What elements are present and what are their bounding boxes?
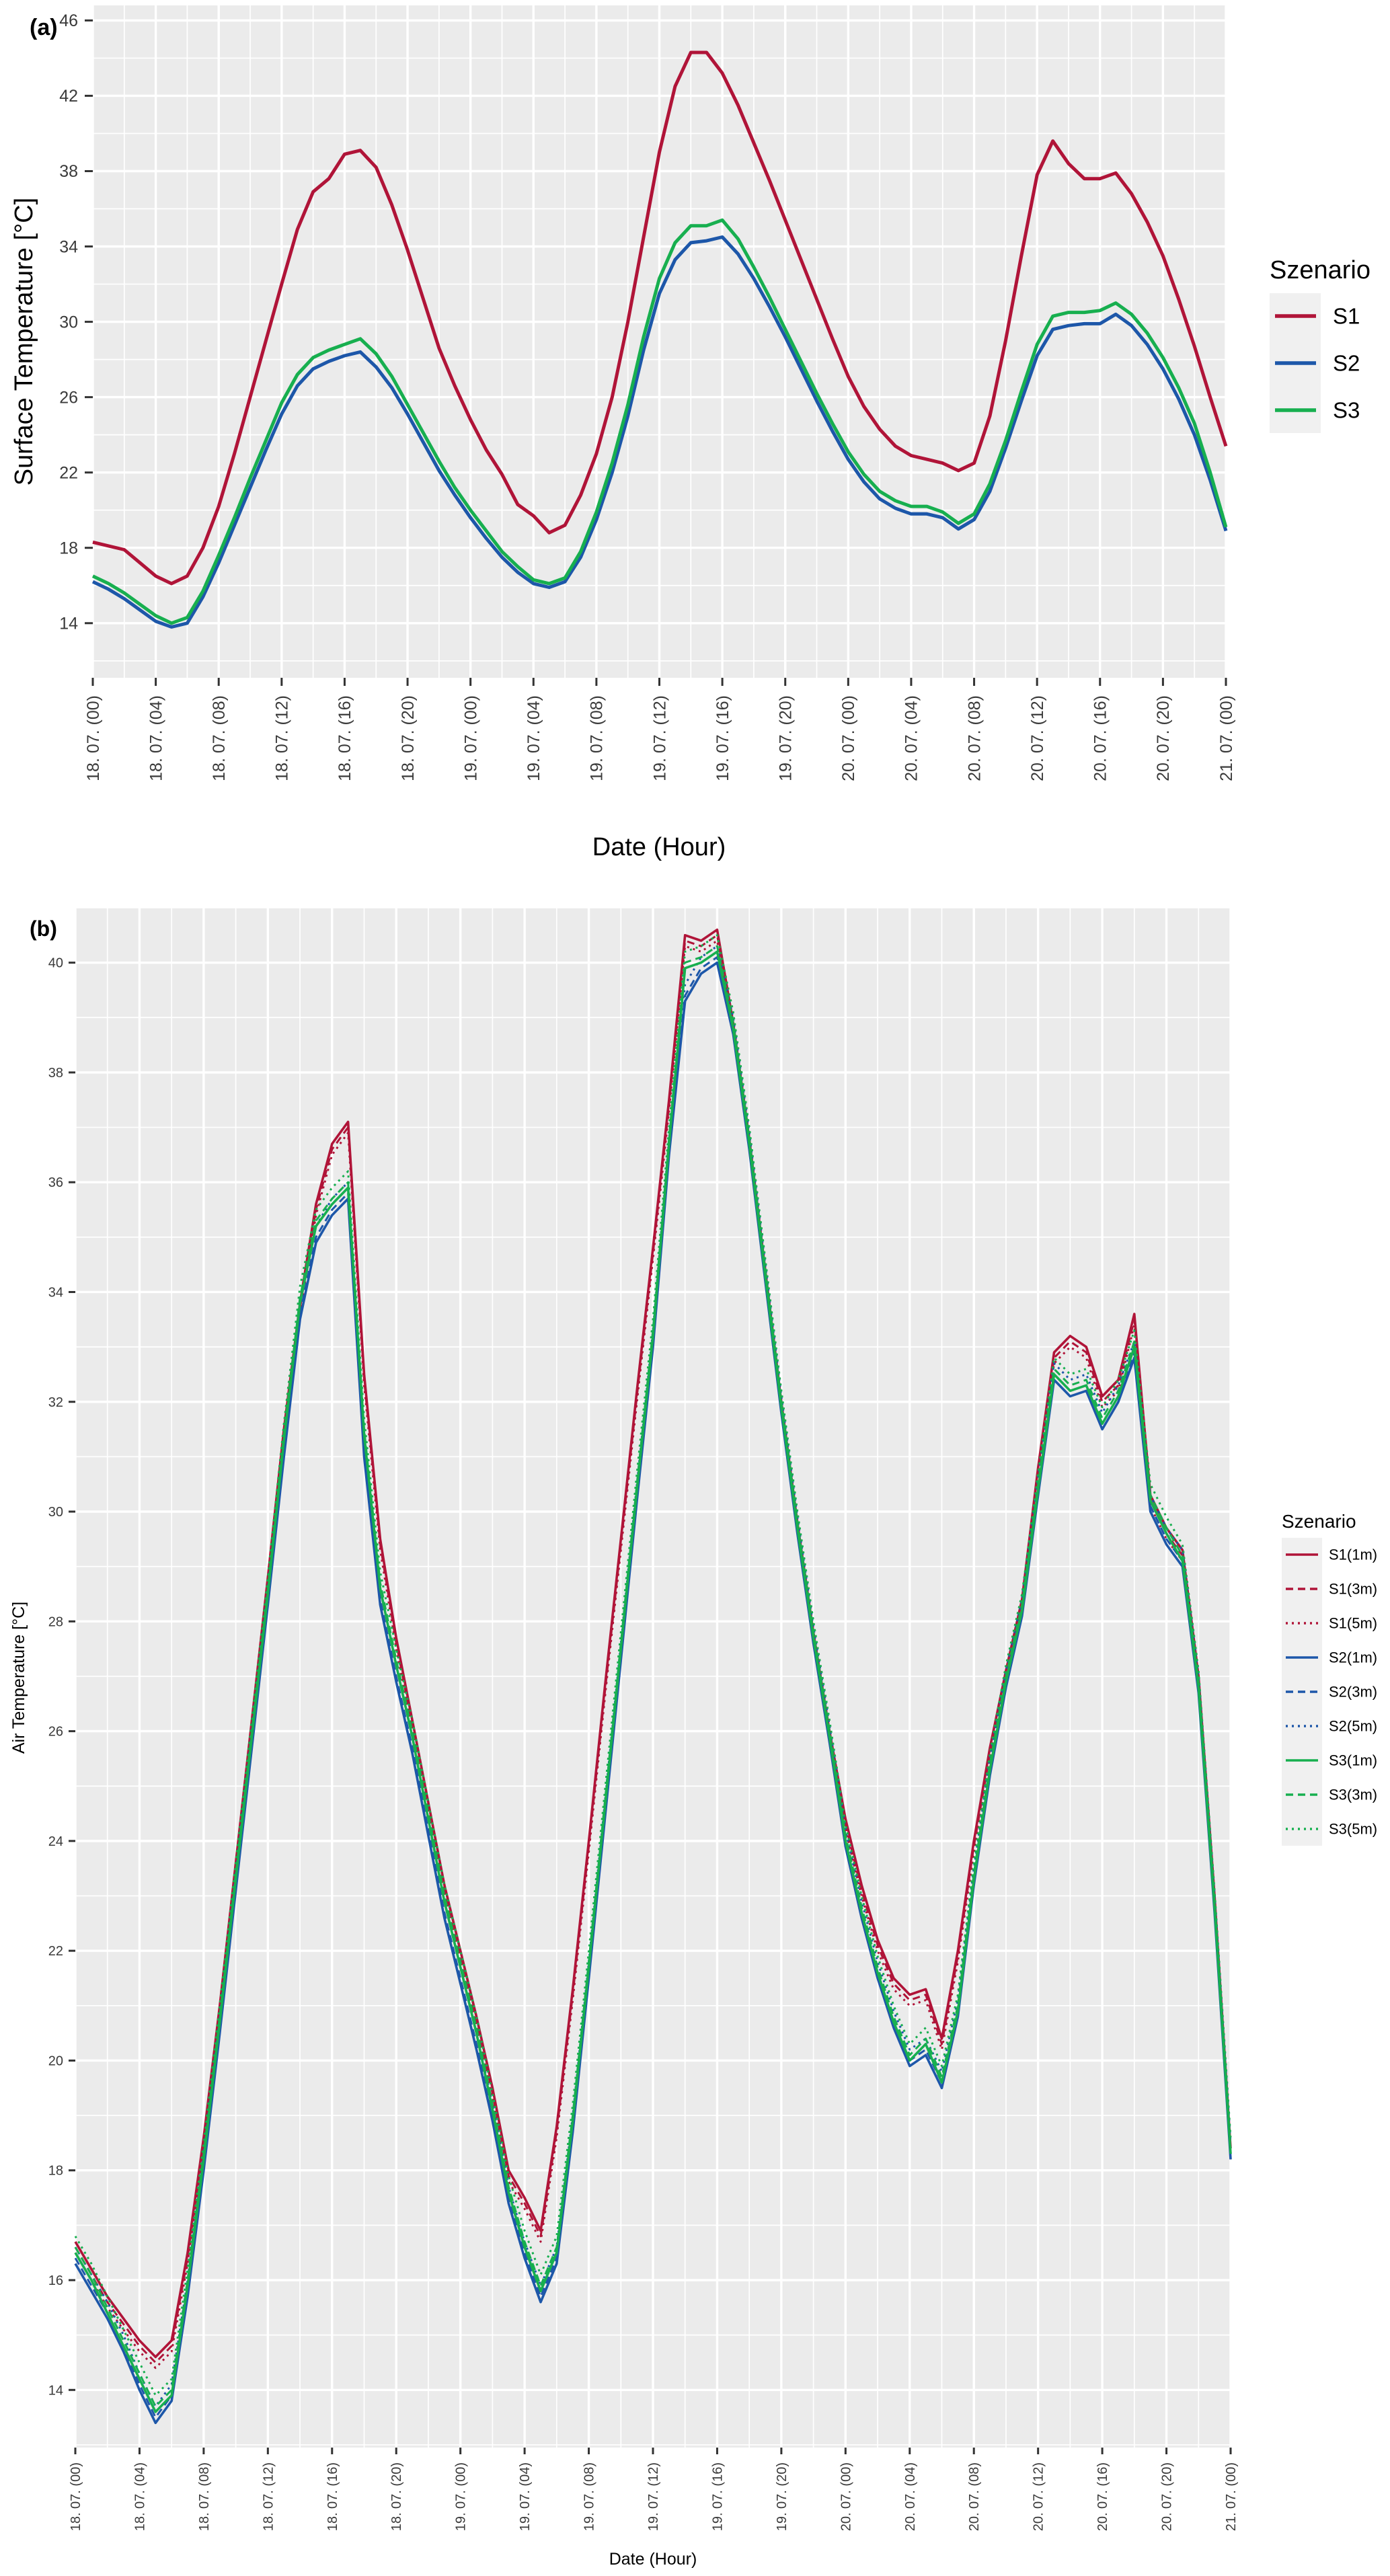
legend-entry-label: S3(1m) bbox=[1329, 1752, 1378, 1769]
x-tick-label: 20. 07. (16) bbox=[1095, 2462, 1111, 2532]
x-tick-label: 20. 07. (08) bbox=[967, 2462, 982, 2532]
x-tick-label: 18. 07. (12) bbox=[272, 695, 292, 781]
x-tick-label: 19. 07. (08) bbox=[582, 2462, 597, 2532]
y-tick-label: 42 bbox=[59, 87, 78, 106]
legend-b-title: Szenario bbox=[1282, 1511, 1356, 1532]
x-tick-label: 18. 07. (20) bbox=[398, 695, 418, 781]
x-tick-label: 19. 07. (20) bbox=[774, 2462, 789, 2532]
legend-entry-label: S2 bbox=[1333, 350, 1360, 376]
y-tick-label: 16 bbox=[48, 2273, 63, 2288]
y-tick-label: 28 bbox=[48, 1614, 63, 1630]
x-tick-label: 19. 07. (08) bbox=[587, 695, 607, 781]
y-tick-label: 30 bbox=[48, 1505, 63, 1520]
x-tick-label: 20. 07. (12) bbox=[1031, 2462, 1046, 2532]
legend-entry-label: S3(5m) bbox=[1329, 1820, 1378, 1838]
legend-a bbox=[1270, 293, 1360, 433]
x-tick-label: 19. 07. (04) bbox=[518, 2462, 533, 2532]
panel-a-x-axis-title: Date (Hour) bbox=[592, 833, 726, 861]
y-tick-label: 36 bbox=[48, 1175, 63, 1191]
y-tick-label: 26 bbox=[48, 1724, 63, 1740]
x-tick-label: 20. 07. (12) bbox=[1028, 695, 1047, 781]
x-tick-label: 20. 07. (04) bbox=[902, 695, 921, 781]
y-tick-label: 20 bbox=[48, 2054, 63, 2069]
x-tick-label: 21. 07. (00) bbox=[1217, 695, 1236, 781]
legend-entry-label: S1 bbox=[1333, 303, 1360, 329]
y-tick-label: 46 bbox=[59, 11, 78, 31]
x-tick-label: 19. 07. (00) bbox=[461, 695, 481, 781]
y-tick-label: 24 bbox=[48, 1834, 63, 1849]
x-tick-label: 18. 07. (20) bbox=[389, 2462, 405, 2532]
legend-entry-label: S2(3m) bbox=[1329, 1683, 1378, 1701]
x-tick-label: 19. 07. (20) bbox=[776, 695, 796, 781]
x-tick-label: 18. 07. (08) bbox=[196, 2462, 212, 2532]
y-tick-label: 34 bbox=[48, 1285, 63, 1300]
y-tick-label: 38 bbox=[59, 162, 78, 182]
x-tick-label: 19. 07. (12) bbox=[646, 2462, 661, 2532]
x-tick-label: 20. 07. (08) bbox=[965, 695, 984, 781]
panel-b-y-axis-title: Air Temperature [°C] bbox=[9, 1601, 28, 1754]
panel-b-corner-label: (b) bbox=[30, 916, 57, 941]
x-tick-label: 18. 07. (08) bbox=[209, 695, 229, 781]
panel-a-corner-label: (a) bbox=[30, 15, 58, 40]
x-tick-label: 19. 07. (16) bbox=[713, 695, 732, 781]
legend-b bbox=[1282, 1538, 1377, 1846]
x-tick-label: 18. 07. (16) bbox=[325, 2462, 340, 2532]
x-tick-label: 20. 07. (00) bbox=[839, 2462, 854, 2532]
y-tick-label: 18 bbox=[48, 2163, 63, 2179]
plot-area-b bbox=[48, 908, 1239, 2531]
x-tick-label: 18. 07. (04) bbox=[147, 695, 166, 781]
legend-entry-label: S1(3m) bbox=[1329, 1580, 1378, 1598]
x-tick-label: 19. 07. (16) bbox=[710, 2462, 726, 2532]
y-tick-label: 18 bbox=[59, 539, 78, 558]
y-tick-label: 32 bbox=[48, 1395, 63, 1410]
x-tick-label: 19. 07. (12) bbox=[650, 695, 670, 781]
panel-b-x-axis-title: Date (Hour) bbox=[609, 2550, 697, 2569]
legend-entry-label: S3(3m) bbox=[1329, 1786, 1378, 1803]
x-tick-label: 19. 07. (00) bbox=[453, 2462, 469, 2532]
legend-entry-label: S2(5m) bbox=[1329, 1717, 1378, 1735]
y-tick-label: 14 bbox=[59, 614, 78, 633]
legend-entry-label: S3 bbox=[1333, 397, 1360, 423]
x-tick-label: 18. 07. (12) bbox=[261, 2462, 276, 2532]
panel-b bbox=[9, 908, 1377, 2569]
x-tick-label: 21. 07. (00) bbox=[1224, 2462, 1239, 2532]
x-tick-label: 20. 07. (04) bbox=[902, 2462, 918, 2532]
y-tick-label: 22 bbox=[48, 1944, 63, 1959]
y-tick-label: 30 bbox=[59, 313, 78, 332]
panel-a bbox=[10, 5, 1370, 861]
x-tick-label: 18. 07. (00) bbox=[69, 2462, 83, 2532]
legend-a-title: Szenario bbox=[1270, 256, 1370, 284]
x-tick-label: 20. 07. (00) bbox=[839, 695, 859, 781]
legend-entry-label: S1(1m) bbox=[1329, 1546, 1378, 1563]
x-tick-label: 18. 07. (00) bbox=[83, 695, 103, 781]
y-tick-label: 40 bbox=[48, 955, 63, 971]
legend-entry-label: S1(5m) bbox=[1329, 1614, 1378, 1632]
plot-area-a bbox=[59, 5, 1236, 781]
y-tick-label: 38 bbox=[48, 1065, 63, 1081]
x-tick-label: 20. 07. (20) bbox=[1159, 2462, 1175, 2532]
x-tick-label: 20. 07. (16) bbox=[1091, 695, 1110, 781]
y-tick-label: 26 bbox=[59, 388, 78, 407]
y-tick-label: 14 bbox=[48, 2383, 63, 2398]
legend-entry-label: S2(1m) bbox=[1329, 1649, 1378, 1666]
x-tick-label: 20. 07. (20) bbox=[1154, 695, 1173, 781]
y-tick-label: 22 bbox=[59, 463, 78, 483]
x-tick-label: 18. 07. (04) bbox=[132, 2462, 148, 2532]
panel-a-y-axis-title: Surface Temperature [°C] bbox=[10, 197, 38, 486]
x-tick-label: 18. 07. (16) bbox=[336, 695, 355, 781]
x-tick-label: 19. 07. (04) bbox=[525, 695, 544, 781]
y-tick-label: 34 bbox=[59, 237, 78, 257]
